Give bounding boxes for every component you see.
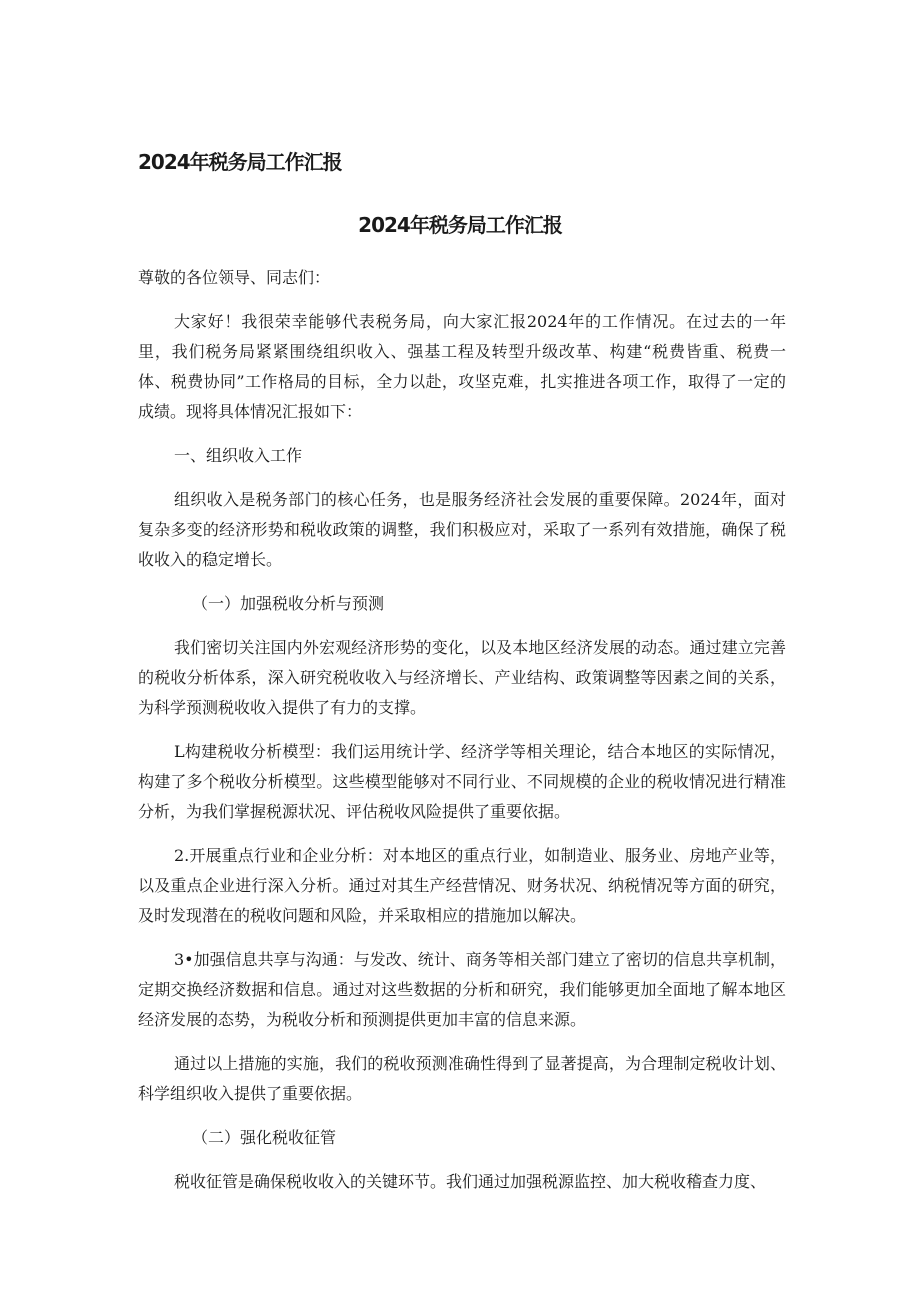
section-heading-1: 一、组织收入工作 — [174, 446, 303, 465]
subsection-1-summary: 通过以上措施的实施，我们的税收预测准确性得到了显著提高，为合理制定税收计划、科学组织收入提供了重要依据。 — [138, 1054, 786, 1103]
subsection-2-paragraph: 税收征管是确保税收收入的关键环节。我们通过加强税源监控、加大税收稽查力度、 — [174, 1172, 767, 1191]
intro-paragraph: 大家好！我很荣幸能够代表税务局，向大家汇报2024年的工作情况。在过去的一年里，我们税务局紧紧围绕组织收入、强基工程及转型升级改革、构建“税费皆重、税费一体、税费协同”工作格局的目标，全力以赴，攻坚克难，扎实推进各项工作，取得了一定的成绩。现将具体情况汇报如下： — [138, 312, 786, 421]
list-item-1: L构建税收分析模型：我们运用统计学、经济学等相关理论，结合本地区的实际情况，构建了多个税收分析模型。这些模型能够对不同行业、不同规模的企业的税收情况进行精准分析，为我们掌握税源状况、评估税收风险提供了重要依据。 — [138, 742, 786, 821]
subsection-heading-2: （二）强化税收征管 — [192, 1128, 337, 1147]
running-header-title: 2024年税务局工作汇报 — [138, 150, 342, 174]
subsection-heading-1: （一）加强税收分析与预测 — [192, 594, 385, 613]
list-item-3: 3•加强信息共享与沟通：与发改、统计、商务等相关部门建立了密切的信息共享机制，定期交换经济数据和信息。通过对这些数据的分析和研究，我们能够更加全面地了解本地区经济发展的态势，为税收分析和预测提供更加丰富的信息来源。 — [138, 950, 786, 1029]
subsection-1-paragraph: 我们密切关注国内外宏观经济形势的变化，以及本地区经济发展的动态。通过建立完善的税收分析体系，深入研究税收收入与经济增长、产业结构、政策调整等因素之间的关系，为科学预测税收收入提供了有力的支撑。 — [138, 638, 786, 717]
document-body — [138, 263, 786, 1211]
salutation: 尊敬的各位领导、同志们： — [138, 268, 331, 287]
list-item-2: 2.开展重点行业和企业分析：对本地区的重点行业，如制造业、服务业、房地产业等，以及重点企业进行深入分析。通过对其生产经营情况、财务状况、纳税情况等方面的研究，及时发现潜在的税收问题和风险，并采取相应的措施加以解决。 — [138, 846, 786, 925]
section-1-paragraph: 组织收入是税务部门的核心任务，也是服务经济社会发展的重要保障。2024年，面对复杂多变的经济形势和税收政策的调整，我们积极应对，采取了一系列有效措施，确保了税收收入的稳定增长。 — [138, 490, 786, 569]
document-title: 2024年税务局工作汇报 — [358, 213, 562, 237]
